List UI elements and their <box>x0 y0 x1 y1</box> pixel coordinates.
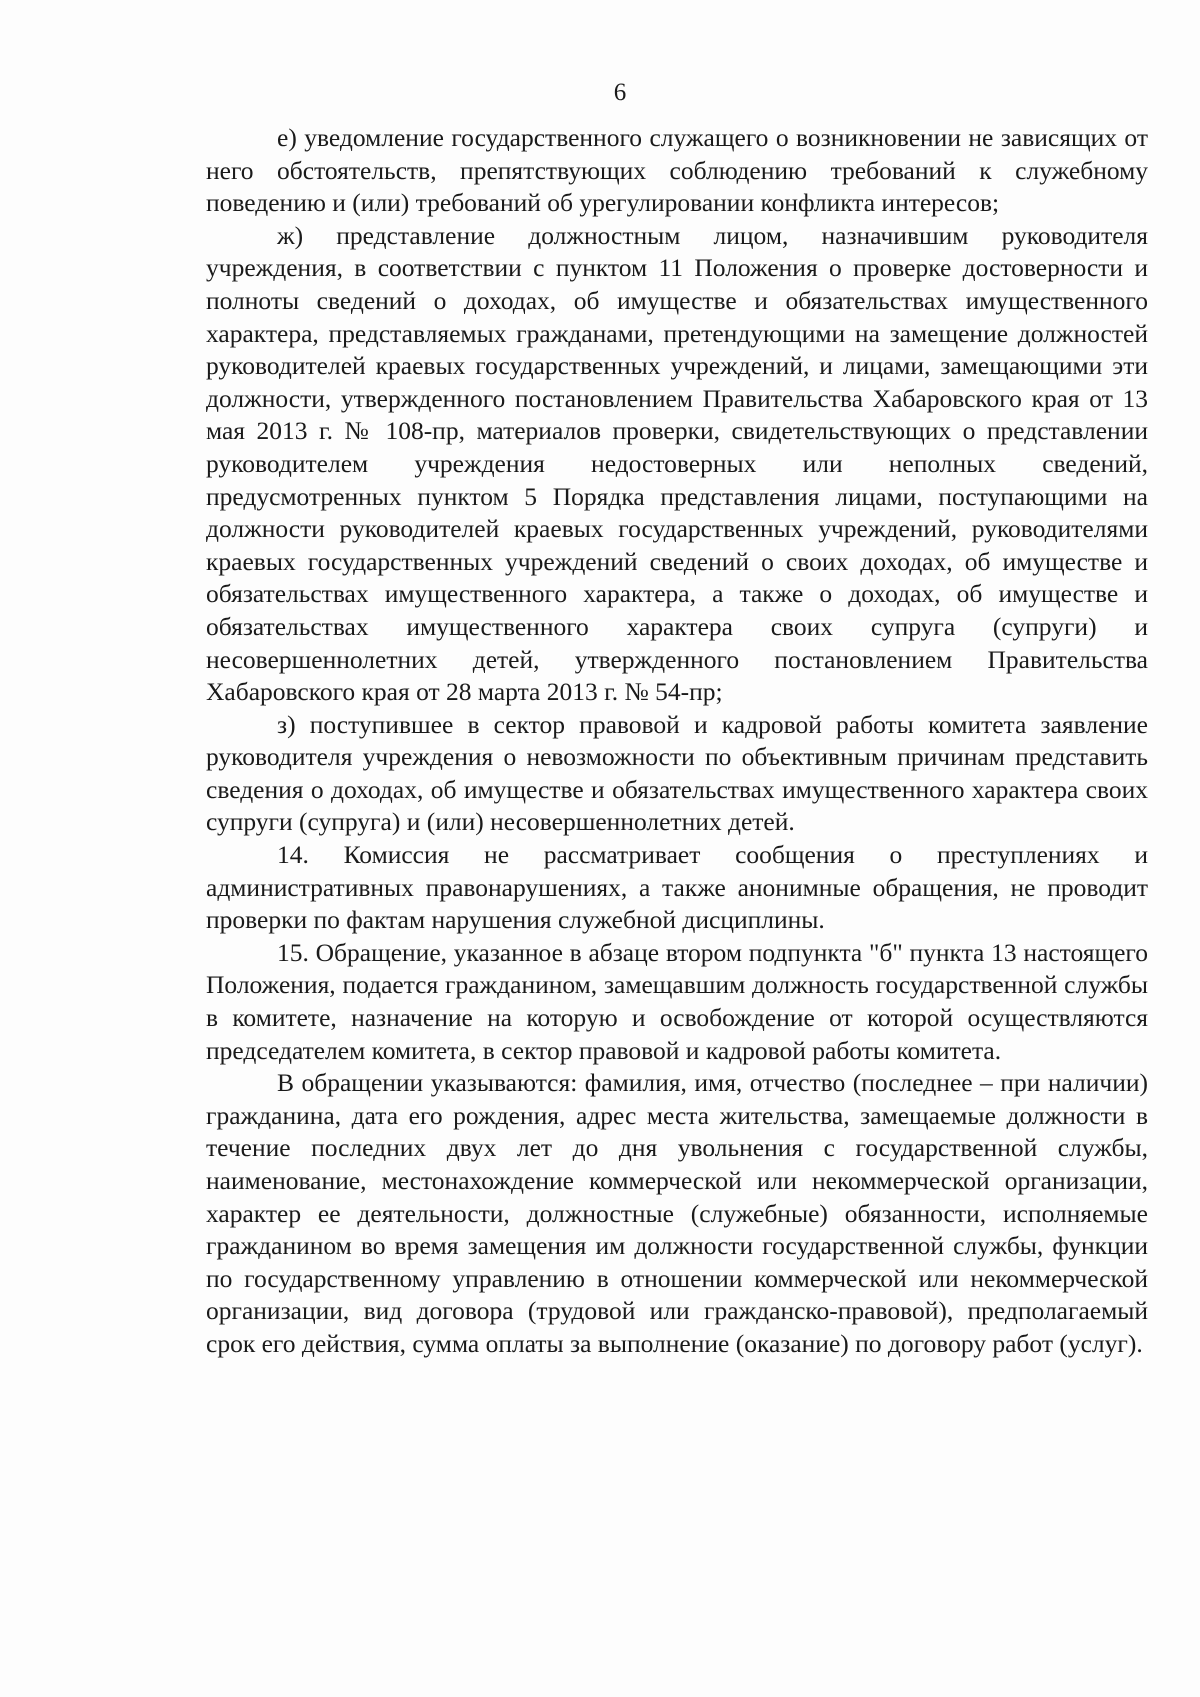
paragraph-15: 15. Обращение, указанное в абзаце втором подпункта "б" пункта 13 настоящего Положения, подается гражданином, замещавшим должность государственной службы в комитете, назначение на которую и освобождение от которой осуществляются председателем комитета, в сектор правовой и кадровой работы комитета. <box>206 937 1148 1065</box>
paragraph-appeal-contents: В обращении указываются: фамилия, имя, отчество (последнее – при наличии) гражданина, дата его рождения, адрес места жительства, замещаемые должности в течение последних двух лет до дня увольнения с государственной службы, наименование, местонахождение коммерческой или некоммерческой организации, характер ее деятельности, должностные (служебные) обязанности, исполняемые гражданином во время замещения им должности государственной службы, функции по государственному управлению в отношении коммерческой или некоммерческой организации, вид договора (трудовой или гражданско-правовой), предполагаемый срок его действия, сумма оплаты за выполнение (оказание) по договору работ (услуг). <box>206 1068 1148 1358</box>
paragraph-14: 14. Комиссия не рассматривает сообщения о преступлениях и административных правонарушениях, а также анонимные обращения, не проводит проверки по фактам нарушения служебной дисциплины. <box>206 840 1148 935</box>
paragraph-zh: ж) представление должностным лицом, назначившим руководителя учреждения, в соответствии с пунктом 11 Положения о проверке достоверности и полноты сведений о доходах, об имуществе и обязательствах имущественного характера, представляемых гражданами, претендующими на замещение должностей руководителей краевых государственных учреждений, и лицами, замещающими эти должности, утвержденного постановлением Правительства Хабаровского края от 13 мая 2013 г. № 108-пр, материалов проверки, свидетельствующих о представлении руководителем учреждения недостоверных или неполных сведений, предусмотренных пунктом 5 Порядка представления лицами, поступающими на должности руководителей краевых государственных учреждений, руководителями краевых государственных учреждений сведений о своих доходах, об имуществе и обязательствах имущественного характера, а также о доходах, об имуществе и обязательствах имущественного характера своих супруга (супруги) и несовершеннолетних детей, утвержденного постановлением Правительства Хабаровского края от 28 марта 2013 г. № 54-пр; <box>206 220 1148 707</box>
paragraph-z: з) поступившее в сектор правовой и кадровой работы комитета заявление руководителя учреждения о невозможности по объективным причинам представить сведения о доходах, об имуществе и обязательствах имущественного характера своих супруги (супруга) и (или) несовершеннолетних детей. <box>206 709 1148 837</box>
paragraph-e: е) уведомление государственного служащего о возникновении не зависящих от него обстоятельств, препятствующих соблюдению требований к служебному поведению и (или) требований об урегулировании конфликта интересов; <box>206 123 1148 218</box>
page-number: 6 <box>613 79 627 106</box>
document-body <box>206 122 1148 1361</box>
